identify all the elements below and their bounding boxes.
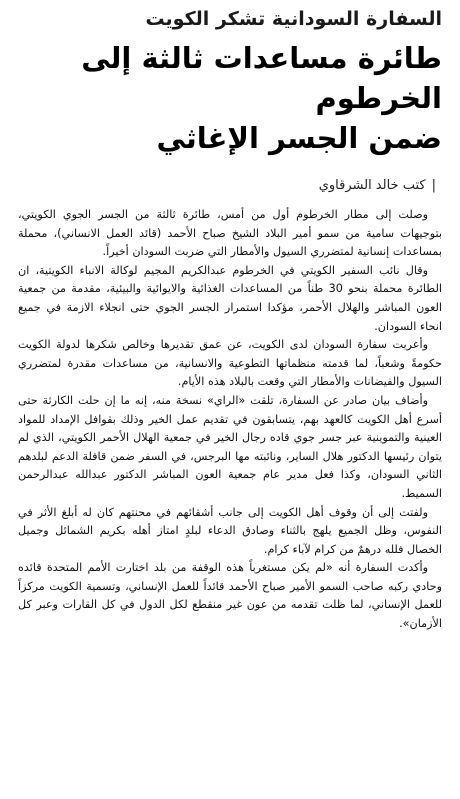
headline-line-1: طائرة مساعدات ثالثة إلى الخرطوم [81, 41, 442, 115]
article-paragraph-5: ولفتت إلى أن وقوف أهل الكويت إلى جانب أشقائهم في محنتهم كان له أبلغ الأثر في النفوس، وظل الجميع يلهج بالثناء وصادق الدعاء لبلدٍ امتاز أهله بكريم الشمائل وجميل الخصال فلله درهمٌ من كرام لآباء كرام. [18, 505, 442, 556]
article-paragraph-2: وقال نائب السفير الكويتي في الخرطوم عبدالكريم المجيم لوكالة الانباء الكويتية، ان الطائرة محملة بنحو 30 طناً من المساعدات الغذائية والايوائية والبيئية، مقدمة من جمعية العون المباشر والهلال الأحمر، مؤكدا استمرار الجسر الجوي حتى انجلاء الازمة في جميع انحاء السودان. [18, 263, 442, 333]
article-paragraph-6: وأكدت السفارة أنه «لم يكن مستغرباً هذه الوقفة من بلد اختارت الأمم المتحدة قائده وحادي ركبه صاحب السمو الأمير صباح الأحمد قائداً للعمل الإنساني، وتسمية الكويت مركزاً للعمل الإنساني، لما ظلت تقدمه من عون غير منقطع لكل الدول في كل القارات وعبر كل الأزمان». [18, 561, 442, 631]
headline-line-2: ضمن الجسر الإغاثي [156, 121, 442, 155]
article-kicker: السفارة السودانية تشكر الكويت [145, 8, 442, 30]
article-body [18, 206, 442, 634]
byline-author: كتب خالد الشرقاوي [318, 178, 426, 193]
byline-separator: | [431, 178, 436, 193]
article-paragraph-1: وصلت إلى مطار الخرطوم أول من أمس، طائرة ثالثة من الجسر الجوي الكويتي، بتوجيهات سامية من سمو أمير البلاد الشيخ صباح الأحمد (قائد العمل الانساني)، محملة بمساعدات إنسانية لمتضرري السيول والأمطار التي ضربت السودان أخيراً. [18, 208, 442, 259]
article-paragraph-3: وأعربت سفارة السودان لدى الكويت، عن عمق تقديرها وخالص شكرها لدولة الكويت حكومةً وشعباً، لما قدمته منظماتها التطوعية والانسانية، من مساعدات مقدرة لمتضرري السيول والفيضانات والأمطار التي وقعت بالبلاد هذه الأيام. [18, 338, 442, 389]
article-headline [18, 38, 442, 158]
article-paragraph-4: وأضاف بيان صادر عن السفارة، تلقت «الراي» نسخة منه، إنه ما إن حلت الكارثة حتى أسرع أهل الكويت كالعهد بهم، يتسابقون في تقديم عمل الخير وذلك بقوافل الإمداد للمواد العينية والتموينية عبر جسر جوي قاده رجال الخير في جمعية الهلال الأحمر الكويتي، الذي لم يتوان رئيسها الدكتور هلال الساير، ونائبته مها البرجس، في السفر ضمن قافلة الدعم لبلدهم الثاني السودان، وكذا فعل مدير عام جمعية العون المباشر الدكتور عبدالله عبدالرحمن السميط. [18, 393, 442, 500]
article-byline [18, 176, 442, 196]
